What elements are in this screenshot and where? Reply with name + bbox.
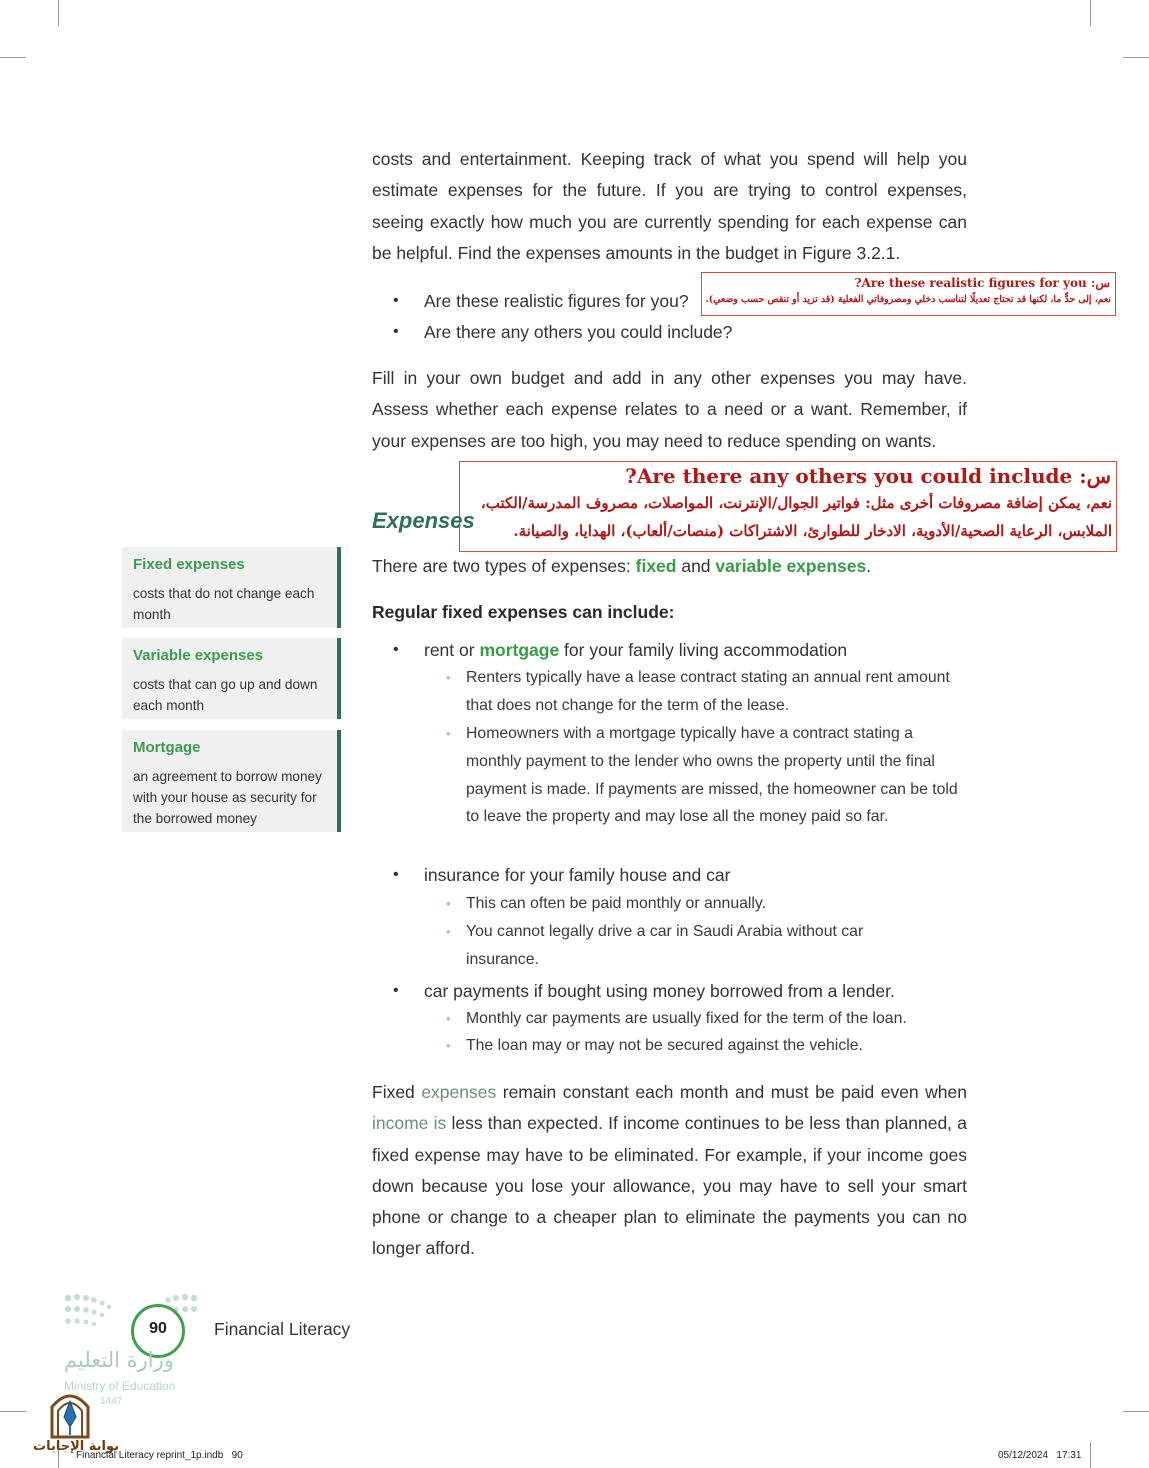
question-bullet-1: • Are these realistic figures for you?: [424, 290, 689, 312]
sub-bullet-renters: • Renters typically have a lease contract stating an annual rent amount that does not change for the term of the lease.: [466, 664, 971, 720]
answers-portal-logo-icon: [46, 1387, 94, 1439]
bullet-insurance: • insurance for your family house and car: [424, 864, 730, 886]
glossary-definition: an agreement to borrow money with your house as security for the borrowed money: [133, 769, 322, 826]
section-heading-expenses: Expenses: [372, 508, 475, 533]
annotation-question-label: س:: [1090, 276, 1110, 290]
glossary-term: Mortgage: [133, 739, 201, 756]
fixed-expenses-paragraph: [372, 1077, 967, 1265]
book-title: Financial Literacy: [214, 1319, 351, 1339]
ministry-year: 1447: [100, 1396, 123, 1407]
glossary-definition: costs that can go up and down each month: [133, 677, 318, 713]
budget-paragraph: Fill in your own budget and add in any other expenses you may have. Assess whether each expense relates to a need or a want. Remember, if your expenses are too high, you may need to reduce spending on wants.: [372, 368, 967, 451]
page-number: 90: [149, 1320, 167, 1337]
crop-mark: [58, 0, 59, 26]
types-suffix: .: [866, 556, 872, 576]
glossary-definition: costs that do not change each month: [133, 586, 315, 622]
answer-annotation-2: [459, 461, 1117, 552]
glossary-term: Variable expenses: [133, 647, 264, 664]
glossary-fixed-expenses: [122, 547, 341, 628]
crop-mark: [0, 1411, 26, 1412]
glossary-term: Fixed expenses: [133, 556, 245, 573]
annotation-question-label: س:: [1079, 464, 1111, 488]
intro-paragraph: costs and entertainment. Keeping track of what you spend will help you estimate expenses for the future. If you are trying to control expenses, seeing exactly how much you are currently spending for each expense can be helpful. Find the expenses amounts in the budget in Figure 3.2.1.: [372, 149, 967, 263]
term-fixed: fixed: [635, 556, 677, 576]
sub-bullet-car-fixed: • Monthly car payments are usually fixed for the term of the loan.: [466, 1005, 971, 1033]
file-info: Financial Literacy reprint_1p.indb 90: [76, 1450, 243, 1461]
glossary-mortgage: [122, 730, 341, 832]
expense-types-sentence: [372, 555, 871, 577]
term-variable: variable expenses: [715, 556, 867, 576]
print-date-time: 05/12/2024 17:31: [998, 1450, 1082, 1461]
ministry-english-name: Ministry of Education: [64, 1379, 176, 1393]
crop-mark: [1090, 0, 1091, 26]
final-text-4: income is: [372, 1113, 447, 1134]
final-text-1: Fixed: [372, 1082, 422, 1102]
annotation-answer-text: نعم، إلى حدٍّ ما، لكنها قد تحتاج تعديلًا لتناسب دخلي ومصروفاتي الفعلية (قد تزيد أو تنقص حسب وضعي).: [705, 294, 1111, 305]
answer-annotation-1: [701, 272, 1116, 316]
final-text-3: remain constant each month and must be paid even when: [496, 1082, 968, 1102]
crop-mark: [1123, 1411, 1149, 1412]
sub-bullet-insurance-paid: • This can often be paid monthly or annually.: [466, 890, 971, 918]
crop-mark: [0, 57, 26, 58]
bullet-rent: [424, 639, 847, 661]
sub-bullet-car-secured: • The loan may or may not be secured against the vehicle.: [466, 1032, 971, 1060]
sub-bullet-homeowners: • Homeowners with a mortgage typically have a contract stating a monthly payment to the lender who owns the property until the final payment is made. If payments are missed, the homeowner can be told to leave the property and may lose all the money paid so far.: [466, 720, 971, 831]
annotation-answer-line-2: الملابس، الرعاية الصحية/الأدوية، الادخار للطوارئ، الاشتراكات (منصات/ألعاب)، الهدايا، والصيانة.: [513, 522, 1112, 540]
final-text-2: expenses: [421, 1082, 497, 1102]
ministry-arabic-name: وزارة التعليم: [64, 1348, 174, 1372]
types-prefix: There are two types of expenses:: [372, 556, 636, 576]
types-and: and: [676, 556, 716, 576]
regular-fixed-heading: Regular fixed expenses can include:: [372, 602, 675, 622]
rent-text-post: for your family living accommodation: [559, 640, 848, 660]
rent-text-pre: rent or: [424, 640, 480, 660]
answers-portal-label: بوابة الإجابات: [33, 1439, 119, 1454]
sub-bullet-insurance-legal: • You cannot legally drive a car in Saudi Arabia without car insurance.: [466, 918, 916, 974]
term-mortgage: mortgage: [479, 640, 560, 660]
final-text-5: less than expected. If income continues to be less than planned, a fixed expense may have to be eliminated. For example, if your income goes down because you lose your allowance, you may have to sell your smart phone or change to a cheaper plan to eliminate the payments you can no longer afford.: [372, 1113, 967, 1259]
annotation-question-text: Are there any others you could include?: [625, 464, 1073, 488]
bullet-car: • car payments if bought using money borrowed from a lender.: [424, 980, 895, 1002]
crop-mark: [1090, 1442, 1091, 1468]
annotation-question-text: Are these realistic figures for you?: [854, 276, 1087, 290]
question-bullet-2: • Are there any others you could include?: [424, 321, 732, 343]
crop-mark: [1123, 57, 1149, 58]
annotation-answer-line-1: نعم، يمكن إضافة مصروفات أخرى مثل: فواتير الجوال/الإنترنت، المواصلات، مصروف المدرسة/الكتب،: [480, 494, 1112, 512]
glossary-variable-expenses: [122, 638, 341, 719]
